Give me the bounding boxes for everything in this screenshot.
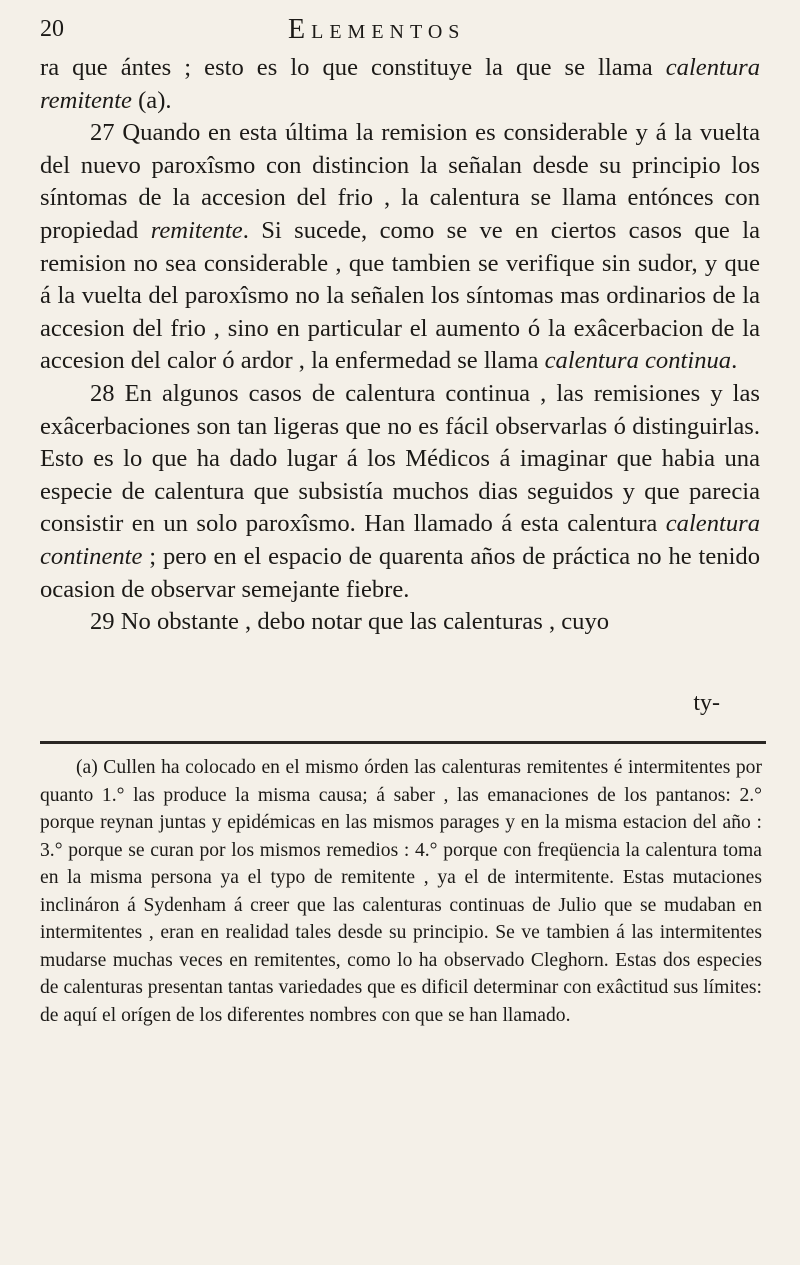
paragraph-27-number: 27 <box>90 119 115 147</box>
p2-italic-term-2: calentura continua <box>544 347 732 375</box>
main-text <box>40 52 760 639</box>
paragraph-continued <box>40 52 760 117</box>
paragraph-27 <box>40 117 760 378</box>
p2-text-a: Quando en esta última la remision es considerable y á la vuelta del nuevo paroxîsmo con distincion la señalan desde su principio los síntomas de la accesion del frio , la calentura se llama entónces con propiedad <box>40 119 760 244</box>
p3-text-b: ; pero en el espacio de quarenta años de práctica no he tenido ocasion de observar semejante fiebre. <box>40 542 760 603</box>
p2-text-c: . <box>731 347 738 375</box>
page-header <box>40 10 760 54</box>
paragraph-28-number: 28 <box>90 379 115 407</box>
paragraph-29 <box>40 606 760 639</box>
p4-text: No obstante , debo notar que las calenturas , cuyo <box>114 608 610 636</box>
footnote-marker: (a) <box>76 757 98 778</box>
p2-text-b: . Si sucede, como se ve en ciertos casos que la remision no sea considerable , que tambien se verifique sin sudor, y que á la vuelta del paroxîsmo no la señalen los síntomas mas ordinarios de la accesion del frio , sino en particular el aumento ó la exâcerbacion de la accesion del calor ó ardor , la enfermedad se llama <box>40 216 760 375</box>
paragraph-29-number: 29 <box>90 608 115 636</box>
p2-italic-term-1: remitente <box>150 216 243 244</box>
running-head: Elementos <box>288 14 466 45</box>
catchword: ty- <box>693 690 720 716</box>
p3-italic-term: calentura continente <box>40 510 760 570</box>
footnote-text: Cullen ha colocado en el mismo órden las calenturas remitentes é intermitentes por quanto 1.° las produce la misma causa; á saber , las emanaciones de los pantanos: 2.° porque reynan juntas y epidémicas en las mismos parages y en la misma estacion del año : 3.° porque se curan por los mismos remedios : 4.° porque con freqüencia la calentura toma en la misma persona ya el typo de remitente , ya el de intermitente. Estas mutaciones inclináron á Sydenham á creer que las calenturas continuas de Julio que se mudaban en intermitentes , eran en realidad tales desde su principio. Se ve tambien á las intermitentes mudarse muchas veces en remitentes, como lo ha observado Cleghorn. Estas dos especies de calenturas presentan tantas variedades que es dificil determinar con exâctitud sus límites: de aquí el orígen de los diferentes nombres con que se han llamado. <box>40 757 762 1026</box>
p1-italic-term: calentura remitente <box>40 54 760 114</box>
page-number: 20 <box>40 16 64 42</box>
p1-text-a: ra que ántes ; esto es lo que constituye la que se llama <box>40 54 666 81</box>
footnote <box>40 754 762 1029</box>
p3-text-a: En algunos casos de calentura continua , las remisiones y las exâcerbaciones son tan ligeras que no es fácil observarlas ó distinguirlas. Esto es lo que ha dado lugar á los Médicos á imaginar que habia una especie de calentura que subsistía muchos dias seguidos y que parecia consistir en un solo paroxîsmo. Han llamado á esta calentura <box>40 379 760 538</box>
p1-footnote-ref: (a). <box>131 86 172 114</box>
paragraph-28 <box>40 378 760 606</box>
footnote-divider <box>40 741 766 744</box>
